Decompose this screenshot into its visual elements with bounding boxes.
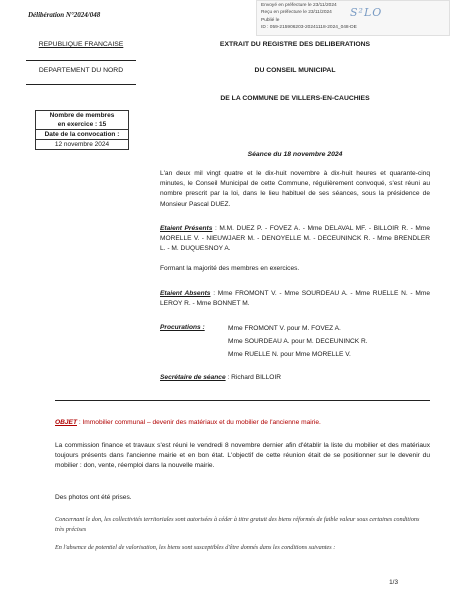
deliberation-number: Délibération N°2024/048: [28, 11, 101, 19]
absents-paragraph: [160, 289, 430, 309]
secretaire-name: : Richard BILLOIR: [225, 374, 281, 381]
convocation-label: Date de la convocation :: [36, 129, 128, 139]
absents-list: : Mme FROMONT V. - Mme SOURDEAU A. - Mme RUELLE N. - Mme LEROY R. - Mme BONNET M.: [160, 290, 430, 308]
presents-label: Etaient Présents: [160, 225, 213, 232]
procuration-line-3: Mme RUELLE N. pour Mme MORELLE V.: [228, 351, 351, 358]
presents-paragraph: [160, 224, 430, 255]
stamp-line-received: Reçu en préfecture le 23/11/2024: [261, 10, 332, 16]
presents-list: : M.M. DUEZ P. - FOVEZ A. - Mme DELAVAL MF. - BILLOIR R. - Mme MORELLE V. - NIEUWJAER M. - DENOYELLE M. - DECEUNINCK R. - Mme BRENDLER L. - M. DUQUESNOY A.: [160, 225, 430, 253]
conseil-heading: DU CONSEIL MUNICIPAL: [254, 67, 336, 74]
header-rule-2: [26, 84, 136, 85]
secretaire-label: Secrétaire de séance: [160, 374, 226, 381]
procurations-label-wrap: [160, 323, 220, 333]
republique-heading: REPUBLIQUE FRANCAISE: [38, 41, 124, 48]
procuration-line-1: Mme FROMONT V. pour M. FOVEZ A.: [228, 325, 341, 332]
body-paragraph-2: Des photos ont été prises.: [55, 494, 132, 501]
stamp-line-published: Publié le: [261, 17, 280, 23]
stamp-line-sent: Envoyé en préfecture le 23/11/2024: [261, 3, 337, 8]
majority-line: Formant la majorité des membres en exercices.: [160, 265, 300, 272]
secretaire-paragraph: [160, 373, 430, 383]
procuration-line-2: Mme SOURDEAU A. pour M. DECEUNINCK R.: [228, 338, 368, 345]
registre-heading: EXTRAIT DU REGISTRE DES DELIBERATIONS: [219, 41, 371, 48]
seance-date: Séance du 18 novembre 2024: [247, 151, 343, 158]
convocation-value: 12 novembre 2024: [36, 139, 128, 149]
intro-paragraph: L'an deux mil vingt quatre et le dix-huit novembre à dix-huit heures et quarante-cinq minutes, le Conseil Municipal de cette Commune, régulièrement convoqué, s'est réuni au nombre prescrit par la loi, dans le lieu habituel de ses séances, sous la présidence de Monsieur Pascal DUEZ.: [160, 170, 430, 208]
commune-heading: DE LA COMMUNE DE VILLERS-EN-CAUCHIES: [220, 95, 370, 102]
absents-label: Etaient Absents: [160, 290, 211, 297]
body-paragraph-4: En l'absence de potentiel de valorisation, les biens sont susceptibles d'être donnés dans les conditions suivantes :: [55, 544, 336, 551]
body-paragraph-1: La commission finance et travaux s'est réuni le vendredi 8 novembre dernier afin d'établir la liste du mobilier et des matériaux toujours présents dans l'ancienne mairie et en bon état. L'objectif de cette réunion était de se positionner sur le devenir du mobilier : don, vente, réemploi dans la nouvelle mairie.: [55, 442, 430, 470]
stamp-line-id: ID : 059-215906203-20241118-2024_048-DE: [261, 24, 357, 30]
objet-line: [55, 419, 430, 426]
procurations-label: Procurations :: [160, 324, 205, 331]
body-paragraph-3: Concernant le don, les collectivités territoriales sont autorisées à céder à titre gratuit des biens réformés de faible valeur sous certaines conditions très précises: [55, 516, 420, 533]
members-label: Nombre de membres: [49, 112, 115, 119]
page-number: 1/3: [389, 579, 398, 586]
s2lo-logo: S²LO: [350, 6, 383, 19]
objet-text: : Immobilier communal – devenir des matériaux et du mobilier de l'ancienne mairie.: [76, 419, 321, 426]
info-box: [35, 110, 129, 150]
section-rule: [55, 400, 430, 401]
objet-label: OBJET: [55, 419, 77, 426]
header-rule-1: [26, 60, 136, 61]
members-value: en exercice : 15: [57, 121, 107, 128]
departement-heading: DEPARTEMENT DU NORD: [38, 67, 124, 74]
